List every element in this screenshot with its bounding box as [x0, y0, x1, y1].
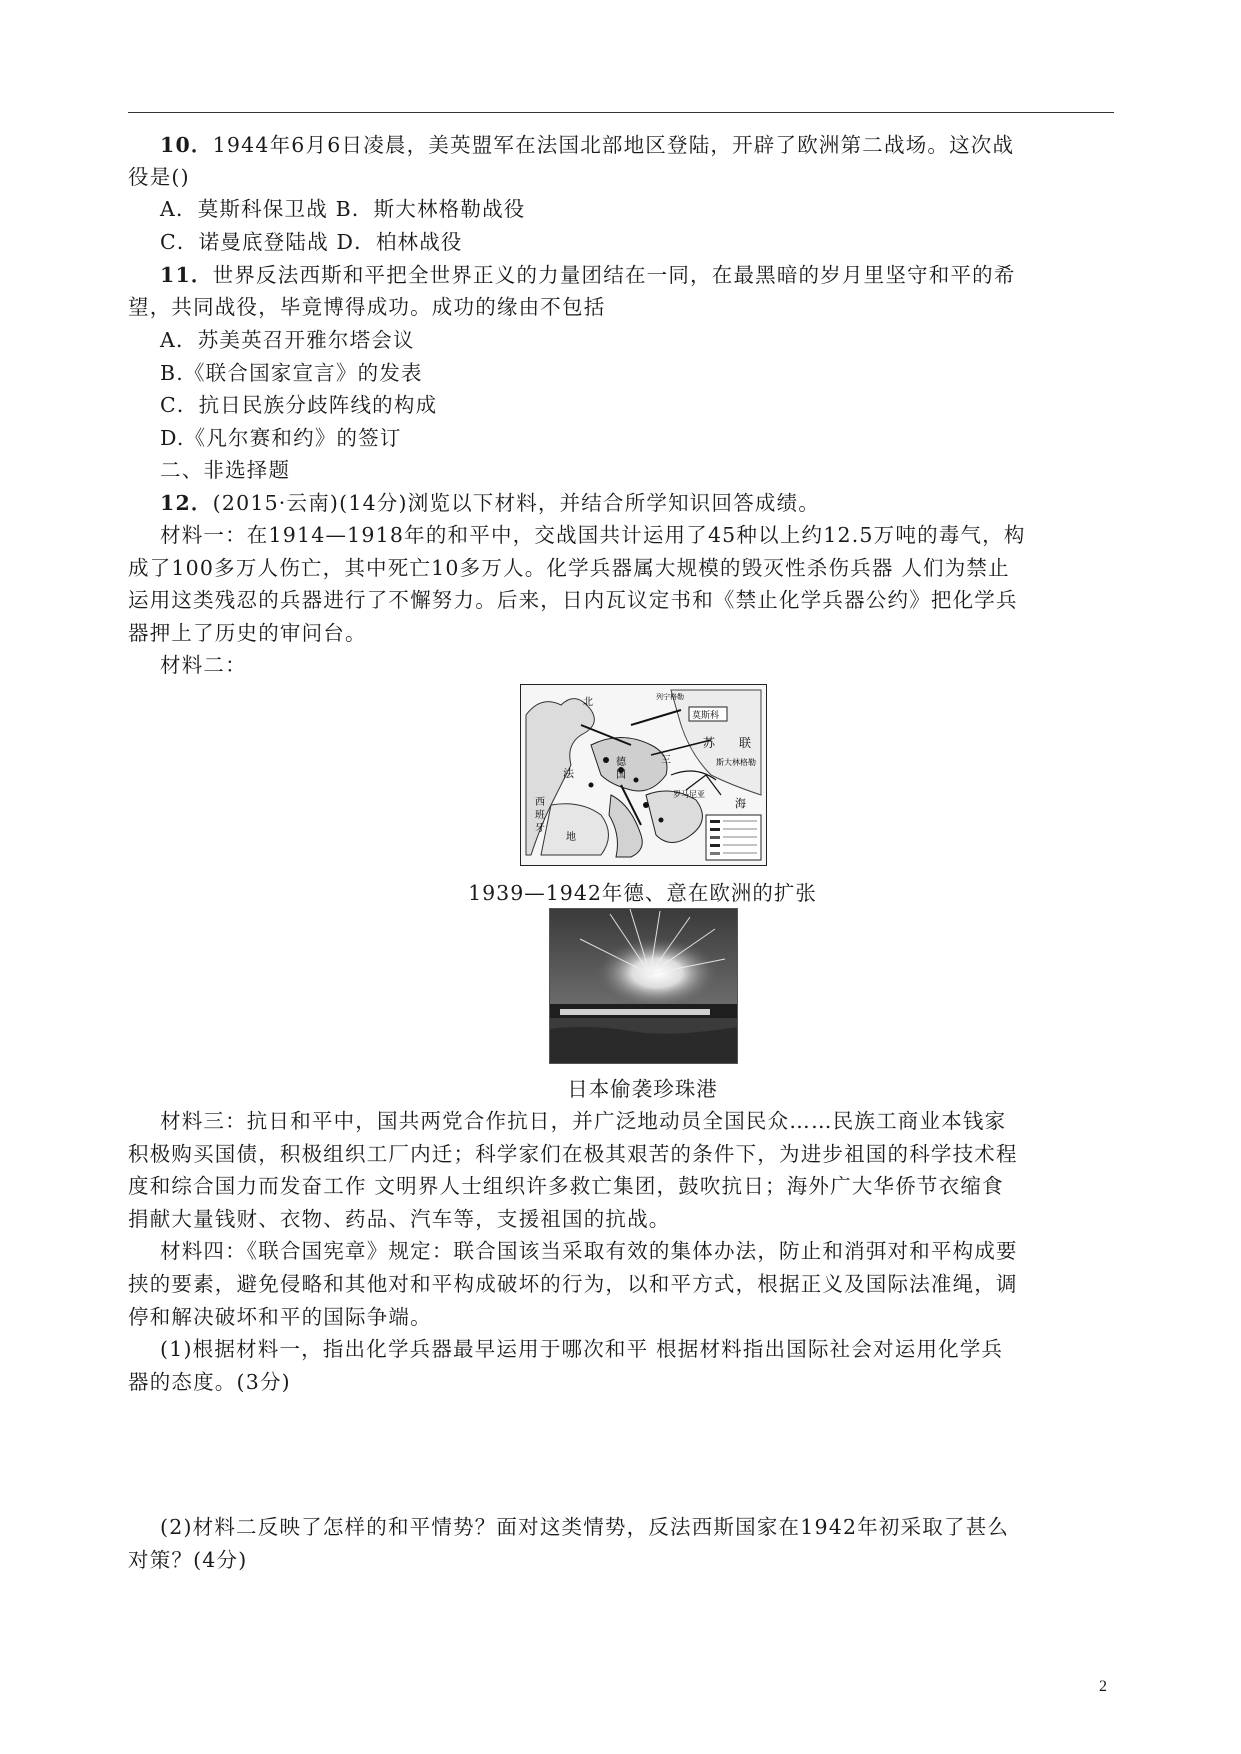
q10-options-ab: A．莫斯科保卫战 B．斯大林格勒战役 [160, 197, 526, 221]
q11-line1 [160, 262, 1016, 288]
pearl-harbor-photo [549, 908, 738, 1064]
header-rule [128, 112, 1114, 113]
map-label-romania: 罗马尼亚 [673, 790, 705, 799]
map-label-su: 苏 [703, 736, 716, 750]
map-label-moscow: 莫斯科 [692, 711, 720, 721]
q11-stem: 世界反法西斯和平把全世界正义的力量团结在一同，在最黑暗的岁月里坚守和平的希 [212, 263, 1016, 287]
map-graphic [521, 685, 766, 865]
map-label-de: 德 [616, 757, 626, 768]
q12-line1 [160, 490, 820, 516]
material1-line2: 成了100多万人伤亡，其中死亡10多万人。化学兵器属大规模的毁灭性杀伤兵器 人们为禁止 [128, 556, 1010, 580]
q11-option-d: D.《凡尔赛和约》的签订 [160, 426, 402, 450]
subq2-line1: (2)材料二反映了怎样的和平情势？面对这类情势，反法西斯国家在1942年初采取了甚么 [160, 1515, 1010, 1539]
subq1-line1: (1)根据材料一，指出化学兵器最早运用于哪次和平 根据材料指出国际社会对运用化学兵 [160, 1337, 1004, 1361]
map-label-ya: 牙 [535, 823, 545, 834]
material1-line1: 材料一：在1914—1918年的和平中，交战国共计运用了45种以上约12.5万吨的毒气，构 [160, 523, 1026, 547]
map-label-stalingrad: 斯大林格勒 [716, 758, 756, 767]
q12-stem: (2015·云南)(14分)浏览以下材料，并结合所学知识回答成绩。 [212, 491, 821, 515]
page-number: 2 [1099, 1678, 1107, 1695]
q11-option-c: C．抗日民族分歧阵线的构成 [160, 393, 438, 417]
map-label-bei: 北 [583, 697, 593, 708]
map-label-di: 地 [566, 832, 576, 843]
q10-number: 10． [160, 133, 213, 157]
material3-line1: 材料三：抗日和平中，国共两党合作抗日，并广泛地动员全国民众……民族工商业本钱家 [160, 1109, 1007, 1133]
material3-line2: 积极购买国债，积极组织工厂内迁；科学家们在极其艰苦的条件下，为进步祖国的科学技术程 [128, 1142, 1018, 1166]
subq1-line2: 器的态度。(3分) [128, 1370, 291, 1394]
material4-line3: 停和解决破坏和平的国际争端。 [128, 1305, 432, 1329]
map-label-lian: 联 [739, 736, 752, 750]
map-label-ban: 班 [535, 810, 545, 821]
material1-line3: 运用这类残忍的兵器进行了不懈努力。后来，日内瓦议定书和《禁止化学兵器公约》把化学兵 [128, 588, 1018, 612]
photo-caption: 日本偷袭珍珠港 [567, 1077, 718, 1101]
q11-number: 11． [160, 263, 213, 287]
photo-graphic [550, 909, 737, 1063]
map-label-leningrad: 列宁格勒 [656, 693, 684, 701]
map-label-xi: 西 [535, 797, 545, 808]
section-heading: 二、非选择题 [160, 458, 291, 482]
q11-option-b: B.《联合国家宣言》的发表 [160, 361, 423, 385]
material3-line3: 度和综合国力而发奋工作 文明界人士组织许多救亡集团，鼓吹抗日；海外广大华侨节衣缩食 [128, 1174, 1004, 1198]
q10-options-cd: C．诺曼底登陆战 D．柏林战役 [160, 230, 463, 254]
map-label-hai: 海 [735, 797, 746, 810]
material4-line2: 挟的要素，避免侵略和其他对和平构成破坏的行为，以和平方式，根据正义及国际法准绳，调 [128, 1272, 1018, 1296]
material4-line1: 材料四：《联合国宪章》规定：联合国该当采取有效的集体办法，防止和消弭对和平构成要 [160, 1239, 1018, 1263]
material3-line4: 捐献大量钱财、衣物、药品、汽车等，支援祖国的抗战。 [128, 1207, 671, 1231]
q11-stem-cont: 望，共同战役，毕竟博得成功。成功的缘由不包括 [128, 295, 606, 319]
material2-label: 材料二： [160, 653, 247, 677]
subq2-line2: 对策？(4分) [128, 1548, 248, 1572]
q10-stem: 1944年6月6日凌晨，美英盟军在法国北部地区登陆，开辟了欧洲第二战场。这次战 [212, 133, 1015, 157]
q12-number: 12． [160, 491, 213, 515]
map-label-guo: 国 [616, 770, 626, 781]
map-label-san: 三 [661, 755, 671, 766]
q11-option-a: A．苏美英召开雅尔塔会议 [160, 328, 415, 352]
q10-stem-cont: 役是() [128, 165, 190, 189]
map-label-fa: 法 [563, 767, 574, 780]
material1-line4: 器押上了历史的审问台。 [128, 621, 367, 645]
q10-line1 [160, 132, 1014, 158]
europe-expansion-map [520, 684, 767, 866]
map-caption: 1939—1942年德、意在欧洲的扩张 [468, 881, 817, 905]
